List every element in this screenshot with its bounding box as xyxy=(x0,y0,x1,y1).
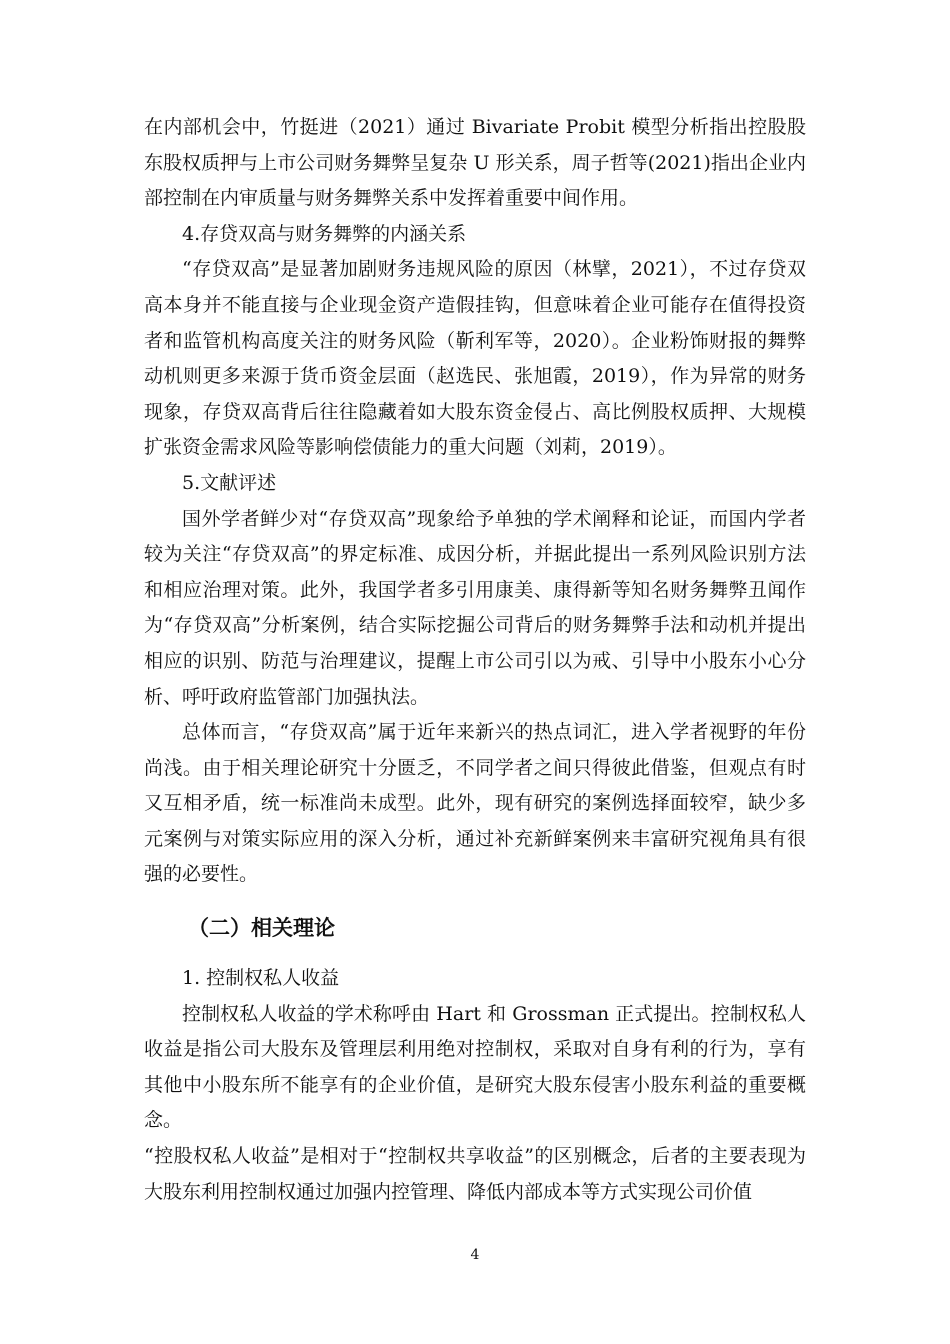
document-body xyxy=(144,110,806,1210)
paragraph-1a: 控制权私人收益的学术称呼由 Hart 和 Grossman 正式提出。控制权私人收益是指公司大股东及管理层利用绝对控制权，采取对自身有利的行为，享有其他中小股东所不能享有的企业价值，是研究大股东侵害小股东利益的重要概念。 xyxy=(144,1002,806,1132)
subheading-5: 5.文献评述 xyxy=(182,471,277,494)
section-title: （二）相关理论 xyxy=(188,916,335,941)
paragraph-4: “存贷双高”是显著加剧财务违规风险的原因（林擘，2021），不过存贷双高本身并不能直接与企业现金资产造假挂钩，但意味着企业可能存在值得投资者和监管机构高度关注的财务风险（靳利军等，2020）。企业粉饰财报的舞弊动机则更多来源于货币资金层面（赵选民、张旭霞，2019），作为异常的财务现象，存贷双高背后往往隐藏着如大股东资金侵占、高比例股权质押、大规模扩张资金需求风险等影响偿债能力的重大问题（刘莉，2019）。 xyxy=(144,258,806,459)
subheading-1: 1. 控制权私人收益 xyxy=(182,967,340,990)
paragraph-5b: 总体而言，“存贷双高”属于近年来新兴的热点词汇，进入学者视野的年份尚浅。由于相关理论研究十分匮乏，不同学者之间只得彼此借鉴，但观点有时又互相矛盾，统一标准尚未成型。此外，现有研究的案例选择面较窄，缺少多元案例与对策实际应用的深入分析，通过补充新鲜案例来丰富研究视角具有很强的必要性。 xyxy=(144,721,806,886)
page-number: 4 xyxy=(470,1247,480,1263)
subheading-4: 4.存贷双高与财务舞弊的内涵关系 xyxy=(182,222,467,245)
paragraph-intro: 在内部机会中，竹挺进（2021）通过 Bivariate Probit 模型分析指出控股股东股权质押与上市公司财务舞弊呈复杂 U 形关系，周子哲等(2021)指出企业内部控制在内审质量与财务舞弊关系中发挥着重要中间作用。 xyxy=(144,116,806,210)
paragraph-5a: 国外学者鲜少对“存贷双高”现象给予单独的学术阐释和论证，而国内学者较为关注“存贷双高”的界定标准、成因分析，并据此提出一系列风险识别方法和相应治理对策。此外，我国学者多引用康美、康得新等知名财务舞弊丑闻作为“存贷双高”分析案例，结合实际挖掘公司背后的财务舞弊手法和动机并提出相应的识别、防范与治理建议，提醒上市公司引以为戒、引导中小股东小心分析、呼吁政府监管部门加强执法。 xyxy=(144,507,806,708)
paragraph-1b: “控股权私人收益”是相对于“控制权共享收益”的区别概念，后者的主要表现为大股东利用控制权通过加强内控管理、降低内部成本等方式实现公司价值 xyxy=(144,1145,806,1203)
